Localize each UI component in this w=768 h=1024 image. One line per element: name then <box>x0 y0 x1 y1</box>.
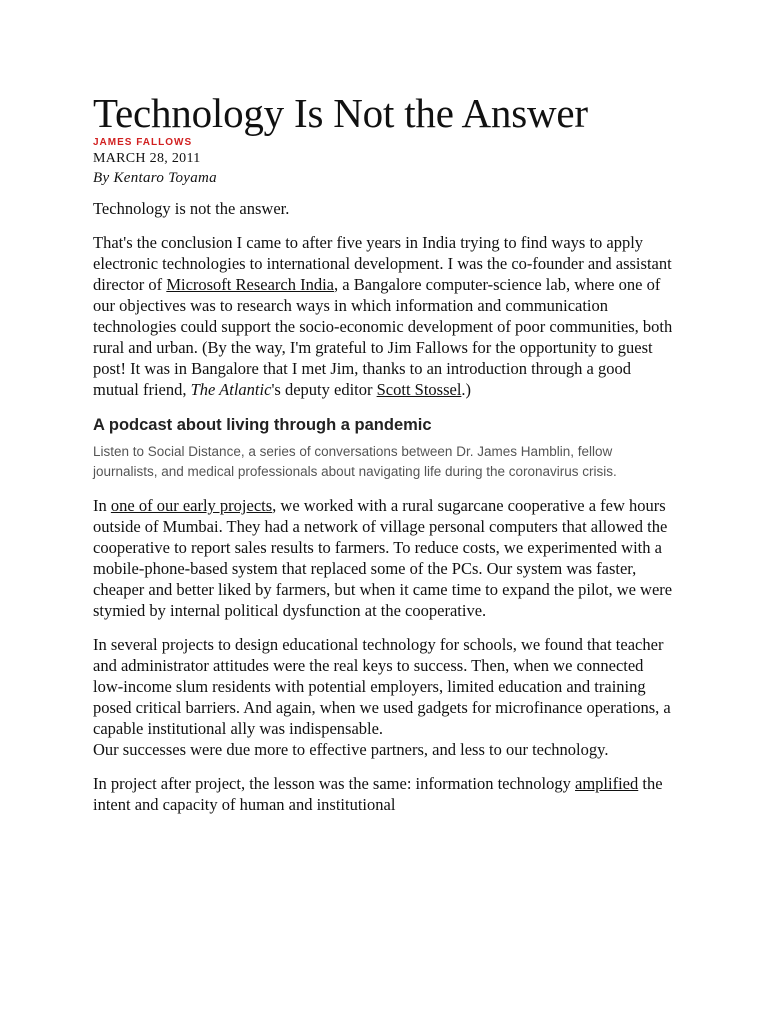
paragraph-2-text-d: .) <box>461 380 472 399</box>
microsoft-research-india-link[interactable]: Microsoft Research India <box>166 275 335 294</box>
paragraph-5: Our successes were due more to effective partners, and less to our technology. <box>93 740 609 759</box>
paragraph-2 <box>93 232 673 400</box>
article-content <box>93 92 673 815</box>
publication-name: The Atlantic <box>190 380 272 399</box>
promo-heading[interactable]: A podcast about living through a pandemic <box>93 416 432 434</box>
paragraph-2-text-b: , a Bangalore computer-science lab, where one of our objectives was to research ways in which information and communication technologies could support the socio-economic development of poor communities, both rural and urban. (By the way, I'm grateful to Jim Fallows for the opportunity to guest post! It was in Bangalore that I met Jim, thanks to an introduction through a good mutual friend, <box>93 275 673 399</box>
paragraph-1: Technology is not the answer. <box>93 199 290 218</box>
paragraph-6-text-a: In project after project, the lesson was the same: information technology <box>93 774 576 793</box>
early-projects-link[interactable]: one of our early projects <box>110 496 273 515</box>
paragraph-3 <box>93 495 673 621</box>
paragraph-2-text-c: 's deputy editor <box>271 380 377 399</box>
byline: By Kentaro Toyama <box>93 170 217 186</box>
paragraph-2-text-a: That's the conclusion I came to after five years in India trying to find ways to apply electronic technologies to international development. I was the co-founder and assistant director of <box>93 233 672 294</box>
publish-date: MARCH 28, 2011 <box>93 151 201 166</box>
paragraph-3-text-b: , we worked with a rural sugarcane cooperative a few hours outside of Mumbai. They had a network of village personal computers that allowed the cooperative to report sales results to farmers. To reduce costs, we experimented with a mobile-phone-based system that replaced some of the PCs. Our system was faster, cheaper and better liked by farmers, but when it came time to expand the pilot, we were stymied by internal political dysfunction at the cooperative. <box>93 496 673 620</box>
paragraph-3-text-a: In <box>93 496 111 515</box>
paragraph-4: In several projects to design educational technology for schools, we found that teacher and administrator attitudes were the real keys to success. Then, when we connected low-income slum residents with potential employers, limited education and training posed critical barriers. And again, when we used gadgets for microfinance operations, a capable institutional ally was indispensable. <box>93 635 671 738</box>
scott-stossel-link[interactable]: Scott Stossel <box>376 380 462 399</box>
paragraph-6 <box>93 773 673 815</box>
paragraph-6-text-b: the intent and capacity of human and institutional <box>93 774 663 814</box>
author-name[interactable]: JAMES FALLOWS <box>93 137 193 148</box>
amplified-link[interactable]: amplified <box>575 774 639 793</box>
article-title: Technology Is Not the Answer <box>93 90 588 136</box>
promo-text[interactable]: Listen to Social Distance, a series of conversations between Dr. James Hamblin, fellow journalists, and medical professionals about navigating life during the coronavirus crisis. <box>93 444 617 479</box>
